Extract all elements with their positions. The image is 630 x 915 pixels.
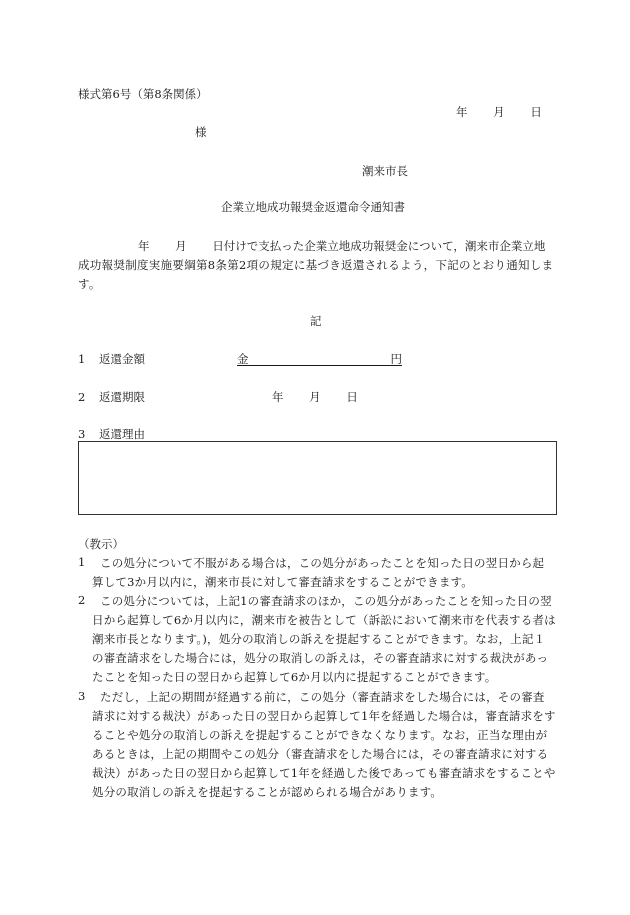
instr-3-line-1: ただし，上記の期間が経過する前に，この処分（審査請求をした場合には，その審査 bbox=[100, 690, 545, 704]
date-line bbox=[456, 104, 542, 120]
instr-2-line-1: この処分については，上記1の審査請求のほか，この処分があったことを知った日の翌 bbox=[100, 594, 552, 608]
form-number: 様式第6号（第8条関係） bbox=[78, 87, 208, 101]
date-day: 日 bbox=[530, 105, 542, 119]
instr-2-line-5: たことを知った日の翌日から起算して6か月以内に提起することができます。 bbox=[92, 670, 497, 684]
deadline-month: 月 bbox=[309, 390, 321, 404]
deadline-date bbox=[272, 389, 358, 405]
intro-month: 月 bbox=[175, 239, 187, 253]
item-2-label: 返還期限 bbox=[98, 390, 145, 404]
instr-2-line-3: 潮来市長となります。)，処分の取消しの訴えを提起することができます。なお，上記１ bbox=[92, 632, 546, 646]
amount-field[interactable] bbox=[237, 351, 402, 366]
deadline-year: 年 bbox=[272, 390, 284, 404]
intro-text-1: 日付けで支払った企業立地成功報奨金について，潮来市企業立地 bbox=[212, 239, 546, 253]
ki-heading: 記 bbox=[310, 314, 322, 328]
instructions-heading: （教示） bbox=[78, 537, 124, 551]
instr-3-num: 3 bbox=[78, 689, 86, 703]
issuer: 潮来市長 bbox=[362, 164, 408, 178]
date-year: 年 bbox=[456, 105, 468, 119]
intro-line-2: 成功報奨制度実施要綱第8条第2項の規定に基づき返還されるよう，下記のとおり通知しま bbox=[78, 258, 554, 272]
instr-3-line-5: 裁決）があった日の翌日から起算して1年を経過した後であっても審査請求をすることや bbox=[92, 766, 556, 780]
instr-3-line-6: 処分の取消しの訴えを提起することが認められる場合があります。 bbox=[92, 785, 443, 799]
item-3-num: 3 bbox=[78, 427, 86, 441]
intro-line-1 bbox=[138, 238, 545, 254]
item-3-label: 返還理由 bbox=[98, 427, 145, 441]
item-3 bbox=[78, 426, 145, 442]
intro-line-3: す。 bbox=[78, 277, 101, 291]
amount-suffix: 円 bbox=[390, 352, 402, 366]
instr-1-line-2: 算して3か月以内に，潮来市長に対して審査請求をすることができます。 bbox=[92, 575, 473, 589]
instr-1-line-1: この処分について不服がある場合は，この処分があったことを知った日の翌日から起 bbox=[100, 556, 545, 570]
item-1-label: 返還金額 bbox=[98, 352, 145, 366]
deadline-day: 日 bbox=[346, 390, 358, 404]
item-2 bbox=[78, 389, 145, 405]
item-1 bbox=[78, 351, 145, 367]
instr-3-line-3: ることや処分の取消しの訴えを提起することができなくなります。なお，正当な理由が bbox=[92, 728, 548, 742]
item-1-num: 1 bbox=[78, 352, 86, 366]
instr-3-line-4: あるときは，上記の期間やこの処分（審査請求をした場合には，その審査請求に対する bbox=[92, 747, 549, 761]
addressee-suffix: 様 bbox=[195, 125, 207, 139]
document-title: 企業立地成功報奨金返還命令通知書 bbox=[221, 200, 405, 214]
amount-prefix: 金 bbox=[237, 352, 249, 366]
instr-2-num: 2 bbox=[78, 593, 86, 607]
item-2-num: 2 bbox=[78, 390, 86, 404]
intro-year: 年 bbox=[138, 239, 150, 253]
instr-1-num: 1 bbox=[78, 555, 86, 569]
reason-box[interactable] bbox=[78, 441, 557, 515]
date-month: 月 bbox=[493, 105, 505, 119]
instr-2-line-4: の審査請求をした場合には，処分の取消しの訴えは，その審査請求に対する裁決があっ bbox=[92, 651, 549, 665]
instr-2-line-2: 日から起算して6か月以内に，潮来市を被告として（訴訟において潮来市を代表する者は bbox=[92, 613, 556, 627]
instr-3-line-2: 請求に対する裁決）があった日の翌日から起算して1年を経過した場合は，審査請求をす bbox=[92, 709, 556, 723]
